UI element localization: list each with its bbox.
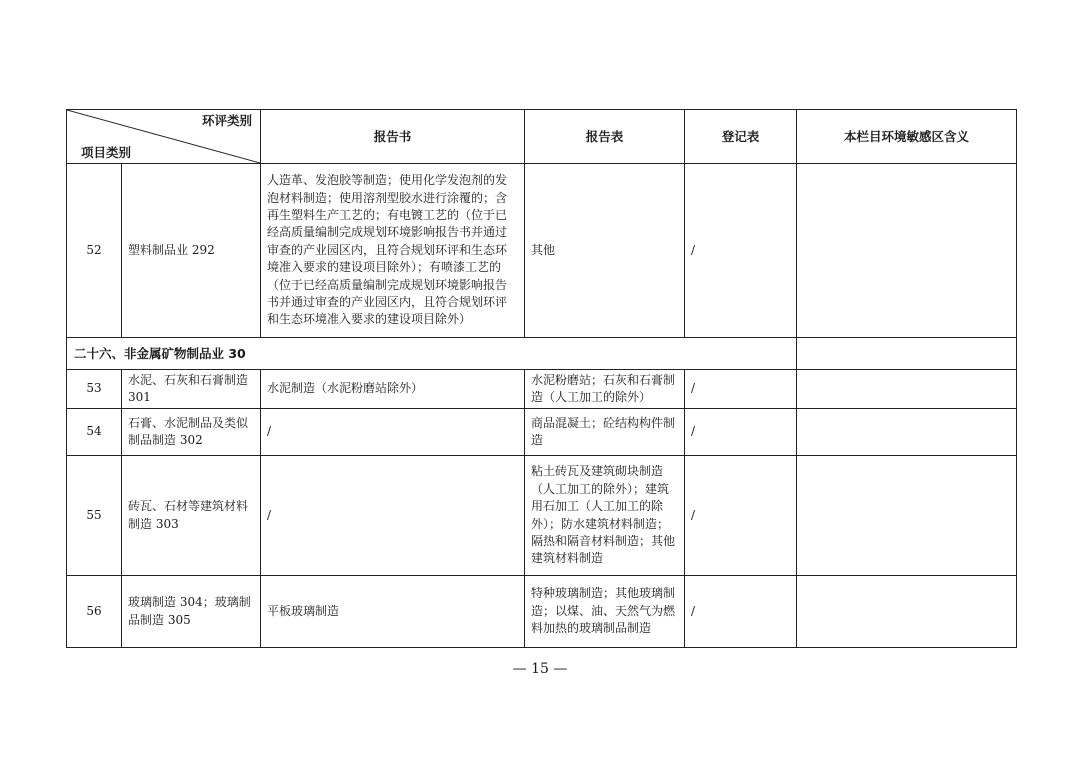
row-number: 55 — [67, 456, 122, 576]
section-row — [67, 338, 1017, 370]
report-book-cell: 平板玻璃制造 — [261, 576, 525, 648]
report-form-cell: 商品混凝土；砼结构构件制造 — [525, 409, 685, 456]
report-book-cell: 人造革、发泡胶等制造；使用化学发泡剂的发泡材料制造；使用溶剂型胶水进行涂覆的；含再生塑料生产工艺的；有电镀工艺的（位于已经高质量编制完成规划环境影响报告书并通过审查的产业园区内，且符合规划环评和生态环境准入要求的建设项目除外）；有喷漆工艺的（位于已经高质量编制完成规划环境影响报告书并通过审查的产业园区内，且符合规划环评和生态环境准入要求的建设项目除外） — [261, 164, 525, 338]
industry-name: 塑料制品业 292 — [122, 164, 261, 338]
table-row — [67, 456, 1017, 576]
sensitive-area-cell — [797, 164, 1017, 338]
report-book-cell: / — [261, 456, 525, 576]
industry-name: 砖瓦、石材等建筑材料制造 303 — [122, 456, 261, 576]
table-row — [67, 409, 1017, 456]
section-heading: 二十六、非金属矿物制品业 30 — [67, 338, 797, 370]
project-category-label: 项目类别 — [81, 144, 132, 160]
registration-cell: / — [685, 576, 797, 648]
industry-name: 水泥、石灰和石膏制造 301 — [122, 370, 261, 409]
section-empty-cell — [797, 338, 1017, 370]
sensitive-area-cell — [797, 456, 1017, 576]
sensitive-area-header: 本栏目环境敏感区含义 — [797, 110, 1017, 164]
report-form-header: 报告表 — [525, 110, 685, 164]
report-form-cell: 粘土砖瓦及建筑砌块制造（人工加工的除外）；建筑用石加工（人工加工的除外）；防水建筑材料制造；隔热和隔音材料制造；其他建筑材料制造 — [525, 456, 685, 576]
registration-cell: / — [685, 164, 797, 338]
sensitive-area-cell — [797, 370, 1017, 409]
industry-name: 石膏、水泥制品及类似制品制造 302 — [122, 409, 261, 456]
classification-table — [66, 109, 1017, 648]
env-category-label: 环评类别 — [201, 113, 252, 128]
registration-cell: / — [685, 409, 797, 456]
row-number: 54 — [67, 409, 122, 456]
row-number: 53 — [67, 370, 122, 409]
table-row — [67, 370, 1017, 409]
report-form-cell: 水泥粉磨站；石灰和石膏制造（人工加工的除外） — [525, 370, 685, 409]
row-number: 52 — [67, 164, 122, 338]
row-number: 56 — [67, 576, 122, 648]
report-book-cell: 水泥制造（水泥粉磨站除外） — [261, 370, 525, 409]
page-number: — 15 — — [512, 661, 568, 677]
table-row — [67, 576, 1017, 648]
sensitive-area-cell — [797, 576, 1017, 648]
report-form-cell: 特种玻璃制造；其他玻璃制造；以煤、油、天然气为燃料加热的玻璃制品制造 — [525, 576, 685, 648]
report-book-cell: / — [261, 409, 525, 456]
sensitive-area-cell — [797, 409, 1017, 456]
report-book-header: 报告书 — [261, 110, 525, 164]
table-row — [67, 164, 1017, 338]
diagonal-header-cell — [67, 110, 261, 164]
header-row — [67, 110, 1017, 164]
industry-name: 玻璃制造 304；玻璃制品制造 305 — [122, 576, 261, 648]
report-form-cell: 其他 — [525, 164, 685, 338]
registration-form-header: 登记表 — [685, 110, 797, 164]
registration-cell: / — [685, 370, 797, 409]
registration-cell: / — [685, 456, 797, 576]
